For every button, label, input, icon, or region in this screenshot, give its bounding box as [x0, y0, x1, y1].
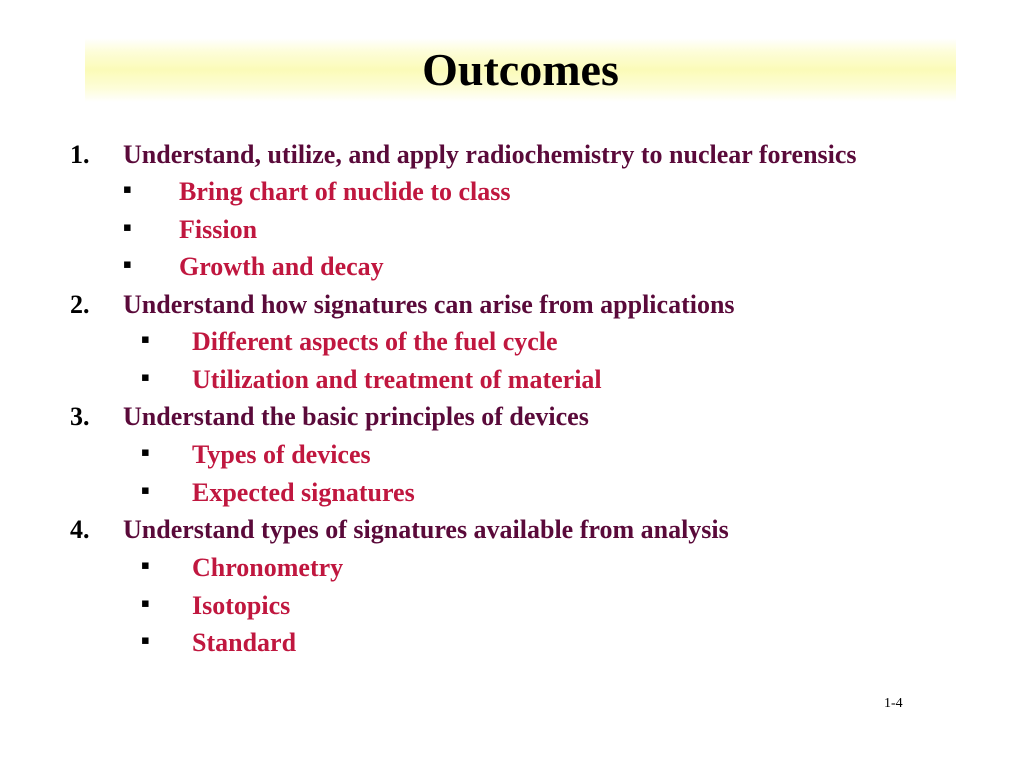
outcome-number: 3. — [70, 402, 90, 431]
page-number: 1-4 — [884, 696, 903, 711]
slide-title: Outcomes — [422, 44, 619, 95]
bullet-icon: ▪ — [123, 220, 132, 235]
outcome-text: Understand, utilize, and apply radiochemistry to nuclear forensics — [123, 140, 857, 169]
bullet-icon: ▪ — [141, 558, 150, 573]
sub-item-text: Types of devices — [192, 440, 371, 469]
outcome-number: 2. — [70, 290, 90, 319]
outcome-number: 4. — [70, 515, 90, 544]
bullet-icon: ▪ — [141, 483, 150, 498]
bullet-icon: ▪ — [123, 257, 132, 272]
outcome-text: Understand types of signatures available from analysis — [123, 515, 729, 544]
outcome-text: Understand how signatures can arise from applications — [123, 290, 735, 319]
sub-item-text: Utilization and treatment of material — [192, 365, 602, 394]
bullet-icon: ▪ — [141, 596, 150, 611]
bullet-icon: ▪ — [141, 633, 150, 648]
bullet-icon: ▪ — [141, 332, 150, 347]
outcome-text: Understand the basic principles of devices — [123, 402, 589, 431]
bullet-icon: ▪ — [141, 445, 150, 460]
sub-item-text: Different aspects of the fuel cycle — [192, 327, 558, 356]
sub-item-text: Chronometry — [192, 553, 344, 582]
sub-item-text: Fission — [179, 215, 258, 244]
sub-item-text: Standard — [192, 628, 297, 657]
sub-item-text: Expected signatures — [192, 478, 415, 507]
bullet-icon: ▪ — [141, 370, 150, 385]
outcome-number: 1. — [70, 140, 90, 169]
sub-item-text: Bring chart of nuclide to class — [179, 177, 511, 206]
sub-item-text: Isotopics — [192, 591, 291, 620]
bullet-icon: ▪ — [123, 182, 132, 197]
sub-item-text: Growth and decay — [179, 252, 384, 281]
